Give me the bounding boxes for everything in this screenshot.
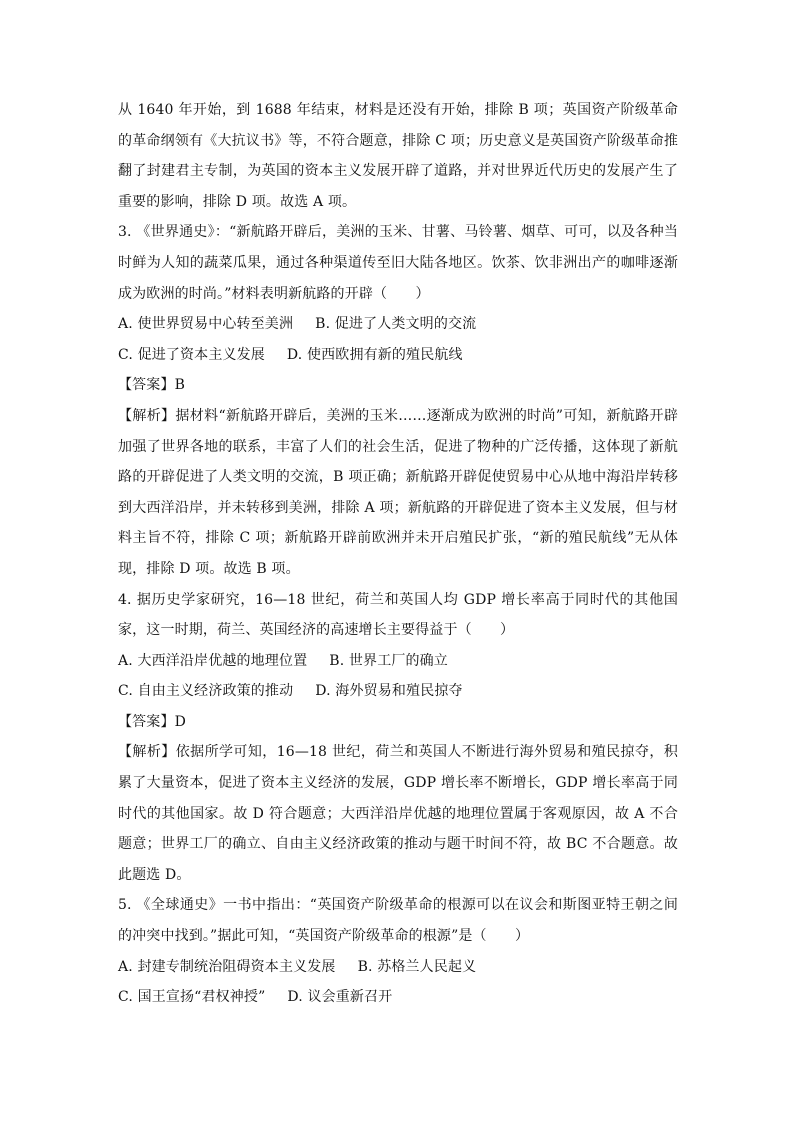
question-5-stem: 5. 《全球通史》一书中指出：“英国资产阶级革命的根源可以在议会和斯图亚特王朝之间的冲突中找到。”据此可知，“英国资产阶级革命的根源”是（ ） xyxy=(118,897,678,945)
question-4-option-c: C. 自由主义经济政策的推动 xyxy=(118,683,294,700)
question-5-option-d: D. 议会重新召开 xyxy=(287,989,393,1006)
question-3-options-row-2 xyxy=(118,340,678,371)
question-4-analysis: 【解析】依据所学可知，16—18 世纪，荷兰和英国人不断进行海外贸易和殖民掠夺，积累了大量资本，促进了资本主义经济的发展，GDP 增长率不断增长，GDP 增长率高于同时代的其他国家。故 D 符合题意；大西洋沿岸优越的地理位置属于客观原因，故 A 不合题意；世界工厂的确立、自由主义经济政策的推动与题干时间不符，故 BC 不合题意。故此题选 D。 xyxy=(118,744,678,883)
question-3-option-c: C. 促进了资本主义发展 xyxy=(118,346,265,363)
question-5-options-row-1 xyxy=(118,952,678,983)
question-5-option-c: C. 国王宣扬“君权神授” xyxy=(118,989,266,1006)
question-4-option-b: B. 世界工厂的确立 xyxy=(329,652,448,669)
previous-analysis-continuation: 从 1640 年开始，到 1688 年结束，材料是还没有开始，排除 B 项；英国资产阶级革命的革命纲领有《大抗议书》等，不符合题意，排除 C 项；历史意义是英国资产阶级革命推翻了封建君主专制，为英国的资本主义发展开辟了道路，并对世界近代历史的发展产生了重要的影响，排除 D 项。故选 A 项。 xyxy=(118,102,678,210)
question-4-answer: 【答案】D xyxy=(118,713,186,730)
question-3-analysis: 【解析】据材料“新航路开辟后，美洲的玉米……逐渐成为欧洲的时尚”可知，新航路开辟加强了世界各地的联系，丰富了人们的社会生活，促进了物种的广泛传播，这体现了新航路的开辟促进了人类文明的交流，B 项正确；新航路开辟促使贸易中心从地中海沿岸转移到大西洋沿岸，并未转移到美洲，排除 A 项；新航路的开辟促进了资本主义发展，但与材料主旨不符，排除 C 项；新航路开辟前欧洲并未开启殖民扩张，“新的殖民航线”无从体现，排除 D 项。故选 B 项。 xyxy=(118,407,678,577)
question-4-option-a: A. 大西洋沿岸优越的地理位置 xyxy=(118,652,308,669)
question-5-option-a: A. 封建专制统治阻碍资本主义发展 xyxy=(118,958,336,975)
question-5-option-b: B. 苏格兰人民起义 xyxy=(357,958,477,975)
question-4-stem: 4. 据历史学家研究，16—18 世纪，荷兰和英国人均 GDP 增长率高于同时代的其他国家，这一时期，荷兰、英国经济的高速增长主要得益于（ ） xyxy=(118,591,678,639)
question-3-stem: 3. 《世界通史》：“新航路开辟后，美洲的玉米、甘薯、马铃薯、烟草、可可，以及各种当时鲜为人知的蔬菜瓜果，通过各种渠道传至旧大陆各地区。饮茶、饮非洲出产的咖啡逐渐成为欧洲的时尚。”材料表明新航路的开辟（ ） xyxy=(118,224,678,302)
document-page xyxy=(118,95,678,1013)
question-3-option-a: A. 使世界贸易中心转至美洲 xyxy=(118,316,294,333)
question-3-answer: 【答案】B xyxy=(118,377,186,394)
question-3-options-row-1 xyxy=(118,309,678,340)
question-4-options-row-2 xyxy=(118,676,678,707)
question-4-options-row-1 xyxy=(118,646,678,677)
question-3-option-d: D. 使西欧拥有新的殖民航线 xyxy=(286,346,463,363)
question-5-options-row-2 xyxy=(118,982,678,1013)
question-3-option-b: B. 促进了人类文明的交流 xyxy=(315,316,477,333)
question-4-option-d: D. 海外贸易和殖民掠夺 xyxy=(315,683,463,700)
